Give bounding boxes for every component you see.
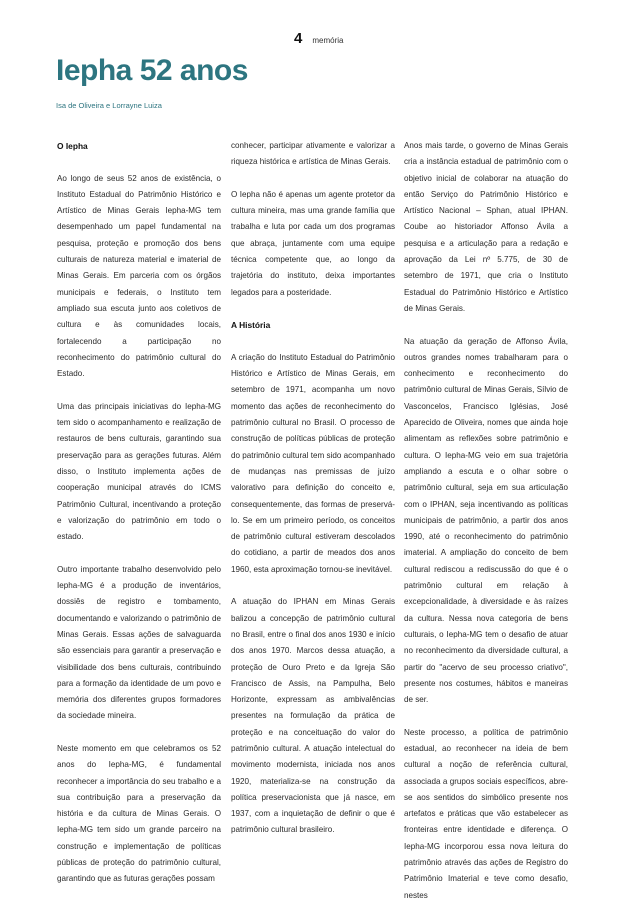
text-column-2 bbox=[231, 138, 395, 855]
paragraph: A criação do Instituto Estadual do Patrimônio Histórico e Artístico de Minas Gerais, em setembro de 1971, acompanha um novo momento das ações de reconhecimento do patrimônio cultural no Brasil. O processo de construção de políticas públicas de proteção do patrimônio cultural tem sido acompanhado de mudanças nas premissas de juízo valorativo para definição do conceito e, consequentemente, das formas de preservá-lo. Se em um primeiro período, os conceitos de patrimônio cultural estiveram descolados do cotidiano, a partir de meados dos anos 1960, esta aproximação tornou-se inevitável. bbox=[231, 352, 395, 574]
paragraph: Na atuação da geração de Affonso Ávila, outros grandes nomes trabalharam para o conhecimento e reconhecimento do patrimônio cultural de Minas Gerais, Sílvio de Vasconcelos, Francisco Iglésias, José Aparecido de Oliveira, nomes que ainda hoje alimentam as reflexões sobre patrimônio e cultura. O Iepha-MG veio em sua trajetória ampliando a escuta e o olhar sobre o patrimônio cultural, seja em sua articulação com o IPHAN, seja incentivando as políticas municipais de patrimônio, a partir dos anos 1990, até o reconhecimento do patrimônio imaterial. A ampliação do conceito de bem cultural rediscou a rediscussão do que é o patrimônio cultural em relação à excepcionalidade, à diversidade e às raízes da cultura. Nessa nova categoria de bens culturais, o Iepha-MG tem o desafio de atuar no reconhecimento da diversidade cultural, a partir do "acervo de seu processo criativo", presente nos costumes, hábitos e maneiras de ser. bbox=[404, 336, 568, 705]
paragraph: A atuação do IPHAN em Minas Gerais balizou a concepção de patrimônio cultural no Brasil, entre o final dos anos 1930 e início dos anos 1970. Marcos dessa atuação, a proteção de Ouro Preto e da Igreja São Francisco de Assis, na Pampulha, Belo Horizonte, expressam as ambivalências presentes na formulação da prática de proteção e na conceituação do valor do patrimônio cultural. A atuação intelectual do movimento modernista, iniciada nos anos 1920, materializa-se na construção da política preservacionista que já nasce, em 1937, com a inquietação de definir o que é patrimônio cultural brasileiro. bbox=[231, 597, 395, 835]
paragraph: Anos mais tarde, o governo de Minas Gerais cria a instância estadual de patrimônio com o objetivo inicial de colaborar na atuação do então Serviço do Patrimônio Histórico e Artístico Nacional – Sphan, atual IPHAN. Coube ao historiador Affonso Ávila a pesquisa e a articulação para a redação e aprovação da Lei nº 5.775, de 30 de setembro de 1971, que cria o Instituto Estadual do Patrimônio Histórico e Artístico de Minas Gerais. bbox=[404, 141, 568, 313]
paragraph: Uma das principais iniciativas do Iepha-MG tem sido o acompanhamento e realização de restauros de bens culturais, garantindo sua preservação para as gerações futuras. Além disso, o Instituto implementa ações de cooperação municipal através do ICMS Patrimônio Cultural, incentivando a proteção e valorização do patrimônio em todo o estado. bbox=[57, 401, 221, 542]
section-heading-historia: A História bbox=[231, 320, 271, 331]
paragraph: Neste processo, a política de patrimônio estadual, ao reconhecer na ideia de bem cultural a noção de referência cultural, associada a grupos sociais específicos, abre-se aos sentidos do simbólico presente nos artefatos e práticas que vão estabelecer as fronteiras entre identidade e diferença. O Iepha-MG incorporou essa nova leitura do patrimônio através das ações de Registro do Patrimônio Imaterial e teve como desafio, nestes bbox=[404, 727, 568, 900]
paragraph: Ao longo de seus 52 anos de existência, o Instituto Estadual do Patrimônio Histórico e Artístico de Minas Gerais Iepha-MG tem desempenhado um papel fundamental na pesquisa, proteção e promoção dos bens culturais de natureza material e imaterial de Minas Gerais. Em parceria com os órgãos municipais e federais, o Instituto tem ampliado sua escuta junto aos coletivos de cultura e às comunidades locais, fortalecendo a participação no reconhecimento do patrimônio cultural do Estado. bbox=[57, 173, 221, 379]
section-heading-iepha: O Iepha bbox=[57, 141, 88, 151]
article-authors: Isa de Oliveira e Lorrayne Luiza bbox=[56, 101, 162, 110]
text-column-1 bbox=[57, 138, 221, 904]
section-label: memória bbox=[312, 36, 344, 45]
article-title: Iepha 52 anos bbox=[56, 54, 248, 87]
paragraph: conhecer, participar ativamente e valorizar a riqueza histórica e artística de Minas Gerais. bbox=[231, 141, 395, 167]
paragraph: Neste momento em que celebramos os 52 anos do Iepha-MG, é fundamental reconhecer a importância do seu trabalho e a sua contribuição para a preservação da história e da cultura de Minas Gerais. O Iepha-MG tem sido um grande parceiro na construção e implementação de políticas públicas de proteção do patrimônio cultural, garantindo que as futuras gerações possam bbox=[57, 743, 221, 884]
paragraph: O Iepha não é apenas um agente protetor da cultura mineira, mas uma grande família que trabalha e luta por cada um dos programas que abraça, juntamente com uma equipe técnica competente que, ao longo da trajetória do instituto, deixa importantes legados para a posteridade. bbox=[231, 189, 395, 297]
paragraph: Outro importante trabalho desenvolvido pelo Iepha-MG é a produção de inventários, dossiês de registro e tombamento, documentando e valorizando o patrimônio de Minas Gerais. Essas ações de salvaguarda são essenciais para garantir a preservação e visibilidade dos bens culturais, contribuindo para a formação da identidade de um povo e memória dos diferentes grupos formadores da sociedade mineira. bbox=[57, 564, 221, 721]
page-header bbox=[294, 30, 343, 47]
page-number: 4 bbox=[294, 30, 303, 47]
text-column-3 bbox=[404, 138, 568, 920]
